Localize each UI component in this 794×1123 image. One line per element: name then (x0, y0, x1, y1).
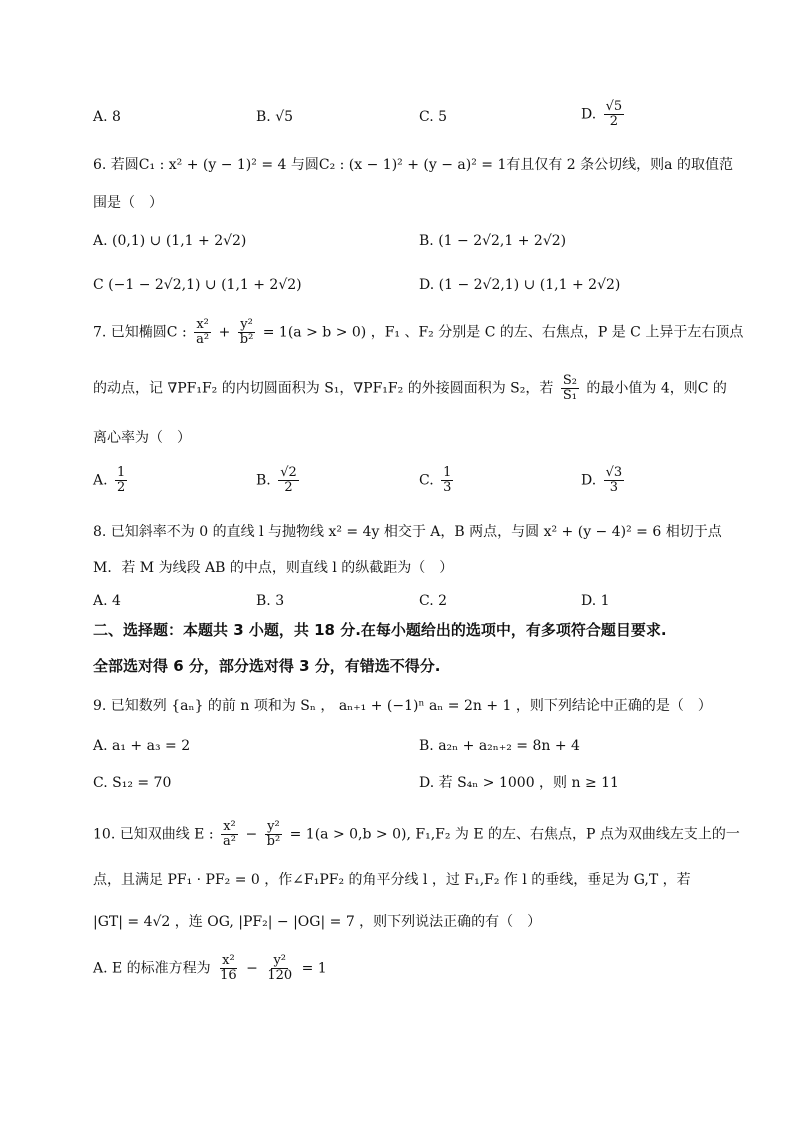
fraction-denominator: 2 (284, 480, 293, 495)
option-text: A. E 的标准方程为 (93, 960, 211, 977)
q9-option-b: B. a₂ₙ + a₂ₙ₊₂ = 8n + 4 (419, 738, 580, 754)
fraction-denominator: a² (196, 332, 210, 347)
q9-option-c: C. S₁₂ = 70 (93, 775, 172, 791)
q6-stem-line1: 6. 若圆C₁ : x² + (y − 1)² = 4 与圆C₂ : (x − 1)² + (y − a)² = 1有且仅有 2 条公切线，则a 的取值范 (93, 157, 733, 173)
q10-stem-line3: |GT| = 4√2 ，连 OG, |PF₂| − |OG| = 7 ，则下列说法正确的有（ ） (93, 914, 542, 930)
q8-option-a: A. 4 (93, 593, 121, 609)
fraction-denominator: 16 (220, 968, 237, 983)
fraction-denominator: 2 (117, 480, 126, 495)
q6-option-d: D. (1 − 2√2,1) ∪ (1,1 + 2√2) (419, 277, 621, 293)
fraction-denominator: 3 (443, 480, 452, 495)
fraction-denominator: b² (239, 332, 254, 347)
option-label: A. (93, 472, 108, 489)
fraction (218, 954, 239, 983)
q7-stem-text: 的动点，记 ∇PF₁F₂ 的内切圆面积为 S₁，∇PF₁F₂ 的外接圆面积为 S₂，若 (93, 380, 554, 397)
q7-stem-line2 (93, 374, 727, 403)
fraction-denominator: 3 (609, 480, 619, 495)
option-label: D. (581, 106, 597, 123)
fraction-numerator: y² (267, 819, 280, 834)
fraction (604, 100, 625, 129)
q7-stem-text: 的最小值为 4，则C 的 (586, 380, 727, 397)
fraction-numerator: y² (273, 953, 287, 968)
fraction (278, 466, 299, 495)
fraction (194, 318, 211, 347)
q9-option-d: D. 若 S₄ₙ > 1000 ，则 n ≥ 11 (419, 775, 619, 791)
fraction-numerator: √2 (280, 465, 297, 480)
fraction-denominator: S₁ (562, 388, 577, 403)
q7-option-a (93, 466, 130, 495)
option-label: D. (581, 472, 597, 489)
q10-stem-line1 (93, 820, 740, 849)
q5-option-c: C. 5 (419, 109, 448, 125)
fraction-numerator: 1 (443, 465, 452, 480)
q8-option-b: B. 3 (256, 593, 285, 609)
section-heading-line2: 全部选对得 6 分，部分选对得 3 分，有错选不得分. (93, 657, 441, 675)
fraction (221, 820, 238, 849)
fraction (115, 466, 127, 495)
q8-option-c: C. 2 (419, 593, 448, 609)
q7-stem-line1 (93, 318, 743, 347)
fraction-numerator: √5 (605, 99, 623, 114)
fraction (265, 954, 294, 983)
q8-stem-line1: 8. 已知斜率不为 0 的直线 l 与抛物线 x² = 4y 相交于 A，B 两点，与圆 x² + (y − 4)² = 6 相切于点 (93, 524, 722, 540)
q6-option-c: C (−1 − 2√2,1) ∪ (1,1 + 2√2) (93, 277, 302, 293)
fraction-denominator: 2 (609, 114, 619, 129)
option-label: B. (256, 472, 271, 489)
q9-stem: 9. 已知数列 {aₙ} 的前 n 项和为 Sₙ ， aₙ₊₁ + (−1)ⁿ aₙ = 2n + 1 ，则下列结论中正确的是（ ） (93, 698, 712, 714)
q5-option-a: A. 8 (93, 109, 121, 125)
fraction-numerator: x² (196, 317, 209, 332)
section-heading-line1: 二、选择题：本题共 3 小题，共 18 分.在每小题给出的选项中，有多项符合题目要求. (93, 621, 667, 639)
fraction (265, 820, 283, 849)
q6-stem-line2: 围是（ ） (93, 195, 163, 211)
q10-stem-text: 10. 已知双曲线 E : (93, 826, 214, 843)
fraction-denominator: 120 (267, 968, 293, 983)
fraction-denominator: a² (223, 834, 236, 849)
minus-sign: − (246, 960, 258, 977)
q7-option-d (581, 466, 627, 495)
fraction-numerator: 1 (117, 465, 126, 480)
q10-stem-line2: 点，且满足 PF₁ · PF₂ = 0 ，作∠F₁PF₂ 的角平分线 l ，过 F₁,F₂ 作 l 的垂线，垂足为 G,T ，若 (93, 872, 691, 888)
fraction-numerator: S₂ (562, 373, 577, 388)
q7-option-c (419, 466, 456, 495)
q10-stem-text: = 1(a > 0,b > 0), F₁,F₂ 为 E 的左、右焦点，P 点为双曲线左支上的一 (289, 826, 740, 843)
fraction (441, 466, 453, 495)
option-text: = 1 (301, 960, 327, 977)
q8-option-d: D. 1 (581, 593, 610, 609)
option-label: C. (419, 472, 434, 489)
q8-stem-line2: M．若 M 为线段 AB 的中点，则直线 l 的纵截距为（ ） (93, 560, 454, 576)
q7-stem-text: 7. 已知椭圆C : (93, 324, 187, 341)
fraction-numerator: x² (222, 953, 235, 968)
q5-option-b: B. √5 (256, 109, 294, 125)
q6-option-a: A. (0,1) ∪ (1,1 + 2√2) (93, 233, 247, 249)
q7-stem-line3: 离心率为（ ） (93, 430, 191, 446)
minus-sign: − (245, 826, 258, 843)
q10-option-a (93, 954, 327, 983)
q6-option-b: B. (1 − 2√2,1 + 2√2) (419, 233, 567, 249)
fraction (238, 318, 256, 347)
q7-option-b (256, 466, 302, 495)
fraction-numerator: y² (240, 317, 253, 332)
fraction-numerator: x² (223, 819, 236, 834)
plus-sign: + (218, 324, 231, 341)
q9-option-a: A. a₁ + a₃ = 2 (93, 738, 191, 754)
q7-stem-text: = 1(a > b > 0) ，F₁ 、F₂ 分别是 C 的左、右焦点，P 是 C 上异于左右顶点 (262, 324, 744, 341)
fraction-denominator: b² (266, 834, 281, 849)
fraction (561, 374, 579, 403)
fraction (604, 466, 625, 495)
fraction-numerator: √3 (605, 465, 623, 480)
q5-option-d (581, 100, 627, 129)
